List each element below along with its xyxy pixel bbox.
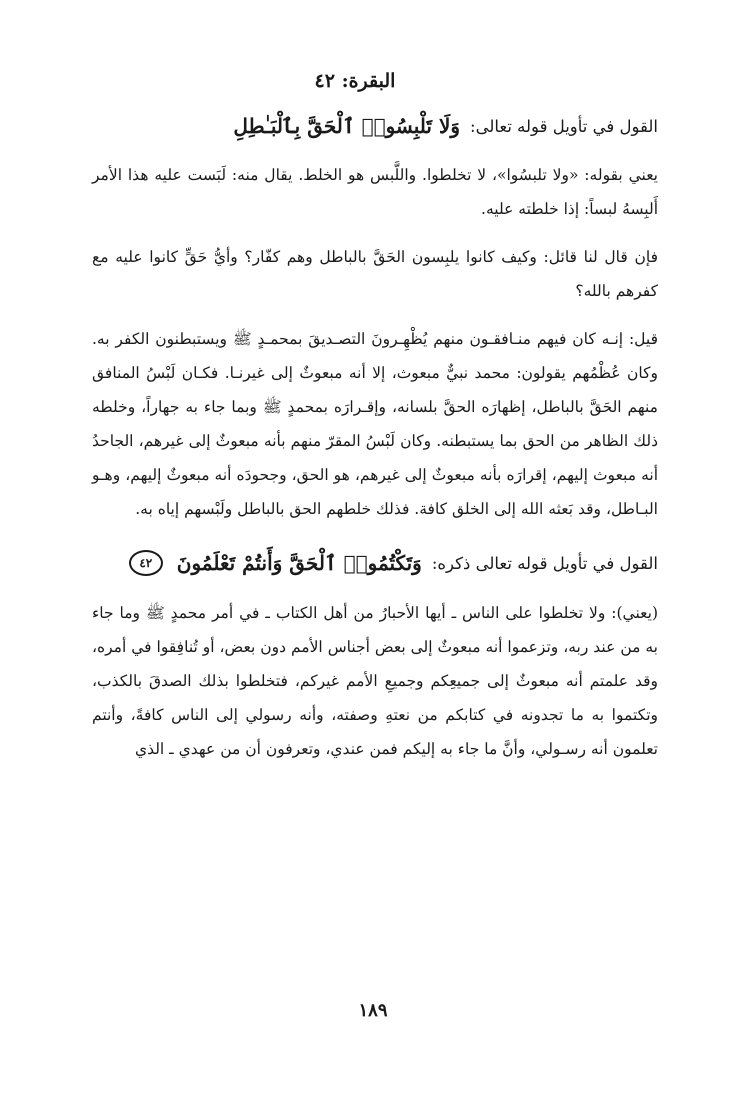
paragraph-1-1: يعني بقوله: «ولا تلبسُوا»، لا تخلطوا. واللَّبس هو الخلط. يقال منه: لَبَست عليه هذا الأمر أَلبِسهُ لبساً: إذا خلطته عليه. [92, 166, 658, 218]
page-content [92, 70, 658, 780]
heading-intro-1: القول في تأويل قوله تعالى: [470, 116, 658, 136]
section-heading-1 [92, 114, 658, 138]
paragraph-1-3: قيل: إنـه كان فيهم منـافقـون منهم يُظْهِـرونَ التصـديقَ بمحمـدٍ ﷺ ويستبطنون الكفر به. وكان عُظْمُهم يقولون: محمد نبيٌّ مبعوث، إلا أنه مبعوثٌ إلى غيرنـا. فكـان لَبْسُ المنافق منهم الحَقَّ بالباطل، إظهارَه الحقَّ بلسانه، وإقـرارَه بمحمدٍ ﷺ وبما جاء به جهاراً، وخلطه ذلك الظاهر من الحق بما يستبطنه. وكان لَبْسُ المقرّ منهم بأنه مبعوثٌ إلى غيرهم، الجاحدُ أنه مبعوث إليهم، إقرارَه بأنه مبعوثٌ إلى غيرهم، هو الحق، وجحودَه أنه مبعوثٌ إليهم، وهـو البـاطل، وقد بَعثه الله إلى الخلق كافة. فذلك خلطهم الحق بالباطل ولَبْسهم إياه به. [92, 330, 658, 518]
verse-number-marker: ٤٢ [129, 550, 163, 576]
section-heading-2 [92, 550, 658, 576]
paragraph-2-1: (يعني): ولا تخلطوا على الناس ـ أيها الأحبارُ من أهل الكتاب ـ في أمر محمدٍ ﷺ وما جاء به من عند ربه، وتزعموا أنه مبعوثٌ إلى بعض أجناس الأمم دون بعض، أو تُنافِقوا في أمره، وقد علمتم أنه مبعوثٌ إلى جميعِكم وجميعِ الأمم غيركم، فتخلطوا بذلك الصدقَ بالكذب، وتكتموا به ما تجدونه في كتابكم من نعتهِ وصفته، وأنه رسولي إلى الناس كافةً، وأنتم تعلمون أنه رسـولي، وأنَّ ما جاء به إليكم فمن عندي، وتعرفون أن من عهدي ـ الذي [92, 604, 658, 758]
verse-text-2: وَتَكْتُمُوا۟ ٱلْحَقَّ وَأَنتُمْ تَعْلَمُونَ [176, 551, 422, 575]
page-number: ١٨٩ [358, 1000, 388, 1021]
paragraph-1-2: فإن قال لنا قائل: وكيف كانوا يلبِسون الحَقَّ بالباطل وهم كفّار؟ وأيُّ حَقٍّ كانوا عليه مع كفرهم بالله؟ [92, 248, 658, 300]
heading-intro-2: القول في تأويل قوله تعالى ذكره: [431, 553, 658, 573]
chapter-reference: البقرة: ٤٢ [314, 70, 396, 92]
verse-text-1: وَلَا تَلْبِسُوا۟ ٱلْحَقَّ بِٱلْبَـٰطِلِ [233, 114, 461, 138]
